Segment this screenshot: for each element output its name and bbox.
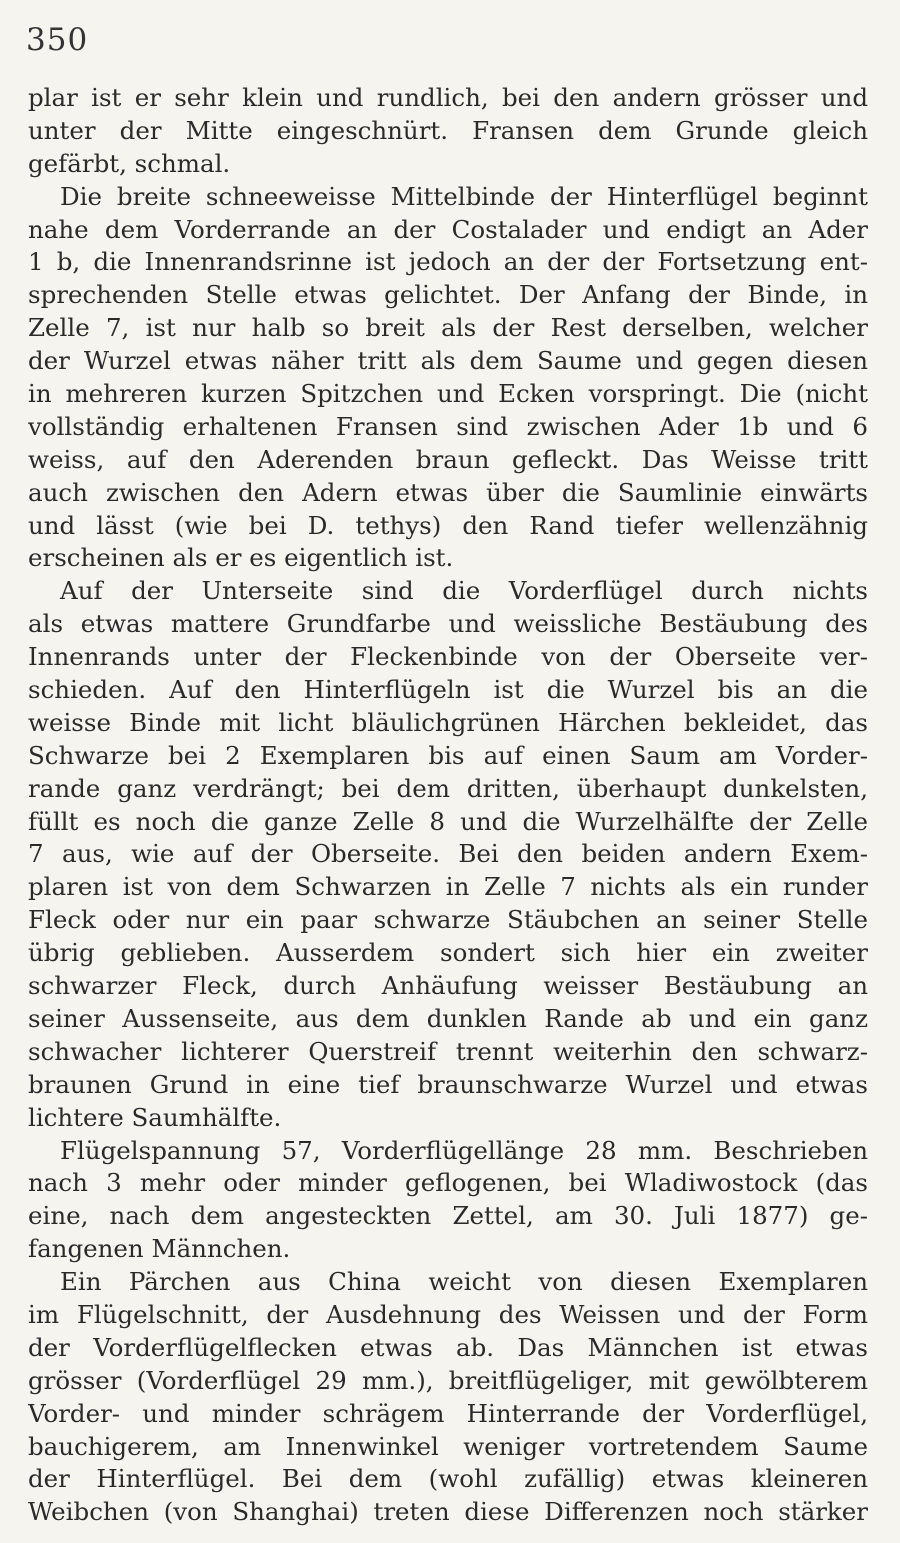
text-line: Fleck oder nur ein paar schwarze Stäubchen an seiner Stelle bbox=[28, 905, 868, 935]
text-line: bauchigerem, am Innenwinkel weniger vortretendem Saume bbox=[28, 1431, 868, 1461]
text-line: Schwarze bei 2 Exemplaren bis auf einen Saum am Vorder- bbox=[28, 740, 868, 770]
text-line: der Hinterflügel. Bei dem (wohl zufällig) etwas kleineren bbox=[28, 1464, 868, 1494]
text-line: 7 aus, wie auf der Oberseite. Bei den beiden andern Exem- bbox=[28, 839, 868, 869]
text-line: der Wurzel etwas näher tritt als dem Saume und gegen diesen bbox=[28, 346, 868, 376]
text-line: nach 3 mehr oder minder geflogenen, bei Wladiwostock (das bbox=[28, 1168, 868, 1198]
text-line: und lässt (wie bei D. tethys) den Rand tiefer wellenzähnig bbox=[28, 510, 868, 540]
text-line: eine, nach dem angesteckten Zettel, am 30. Juli 1877) ge- bbox=[28, 1201, 868, 1231]
text-line: gefärbt, schmal. bbox=[28, 148, 231, 178]
text-line: plar ist er sehr klein und rundlich, bei den andern grösser und bbox=[28, 83, 868, 112]
text-line: Weibchen (von Shanghai) treten diese Differenzen noch stärker bbox=[28, 1497, 868, 1527]
text-line: plaren ist von dem Schwarzen in Zelle 7 nichts als ein runder bbox=[28, 872, 868, 902]
text-line: weisse Binde mit licht bläulichgrünen Härchen bekleidet, das bbox=[28, 707, 868, 737]
text-line: übrig geblieben. Ausserdem sondert sich hier ein zweiter bbox=[28, 938, 868, 968]
text-line: als etwas mattere Grundfarbe und weissliche Bestäubung des bbox=[28, 609, 868, 639]
text-line: braunen Grund in eine tief braunschwarze Wurzel und etwas bbox=[28, 1069, 868, 1099]
text-line: seiner Aussenseite, aus dem dunklen Rande ab und ein ganz bbox=[28, 1003, 868, 1033]
text-line: fangenen Männchen. bbox=[28, 1234, 291, 1264]
text-line: unter der Mitte eingeschnürt. Fransen dem Grunde gleich bbox=[28, 115, 868, 145]
text-line: auch zwischen den Adern etwas über die Saumlinie einwärts bbox=[28, 477, 868, 507]
body-text bbox=[28, 82, 868, 1529]
text-line: rande ganz verdrängt; bei dem dritten, überhaupt dunkelsten, bbox=[28, 773, 868, 803]
text-line: lichtere Saumhälfte. bbox=[28, 1102, 282, 1132]
text-line: der Vorderflügelflecken etwas ab. Das Männchen ist etwas bbox=[28, 1332, 868, 1362]
text-line: weiss, auf den Aderenden braun gefleckt. Das Weisse tritt bbox=[28, 444, 868, 474]
text-line: schwarzer Fleck, durch Anhäufung weisser Bestäubung an bbox=[28, 971, 868, 1001]
text-line: Die breite schneeweisse Mittelbinde der Hinterflügel beginnt bbox=[60, 181, 868, 211]
page-number: 350 bbox=[26, 22, 89, 58]
text-line: 1 b, die Innenrandsrinne ist jedoch an der der Fortsetzung ent- bbox=[28, 247, 868, 277]
text-line: nahe dem Vorderrande an der Costalader und endigt an Ader bbox=[28, 214, 868, 244]
text-line: Zelle 7, ist nur halb so breit als der Rest derselben, welcher bbox=[28, 313, 868, 343]
text-line: schieden. Auf den Hinterflügeln ist die Wurzel bis an die bbox=[28, 675, 868, 705]
text-line: in mehreren kurzen Spitzchen und Ecken vorspringt. Die (nicht bbox=[28, 379, 868, 409]
text-line: füllt es noch die ganze Zelle 8 und die Wurzelhälfte der Zelle bbox=[28, 806, 868, 836]
text-line: schwacher lichterer Querstreif trennt weiterhin den schwarz- bbox=[28, 1036, 868, 1066]
text-line: erscheinen als er es eigentlich ist. bbox=[28, 543, 454, 573]
text-line: Flügelspannung 57, Vorderflügellänge 28 mm. Beschrieben bbox=[60, 1135, 868, 1165]
text-line: Innenrands unter der Fleckenbinde von der Oberseite ver- bbox=[28, 642, 868, 672]
text-line: sprechenden Stelle etwas gelichtet. Der Anfang der Binde, in bbox=[28, 280, 868, 310]
text-line: Ein Pärchen aus China weicht von diesen Exemplaren bbox=[60, 1267, 868, 1297]
text-line: Vorder- und minder schrägem Hinterrande der Vorderflügel, bbox=[28, 1398, 868, 1428]
text-line: im Flügelschnitt, der Ausdehnung des Weissen und der Form bbox=[28, 1299, 868, 1329]
text-line: Auf der Unterseite sind die Vorderflügel durch nichts bbox=[60, 576, 868, 606]
text-line: grösser (Vorderflügel 29 mm.), breitflügeliger, mit gewölbterem bbox=[28, 1365, 868, 1395]
text-line: vollständig erhaltenen Fransen sind zwischen Ader 1b und 6 bbox=[28, 411, 868, 441]
